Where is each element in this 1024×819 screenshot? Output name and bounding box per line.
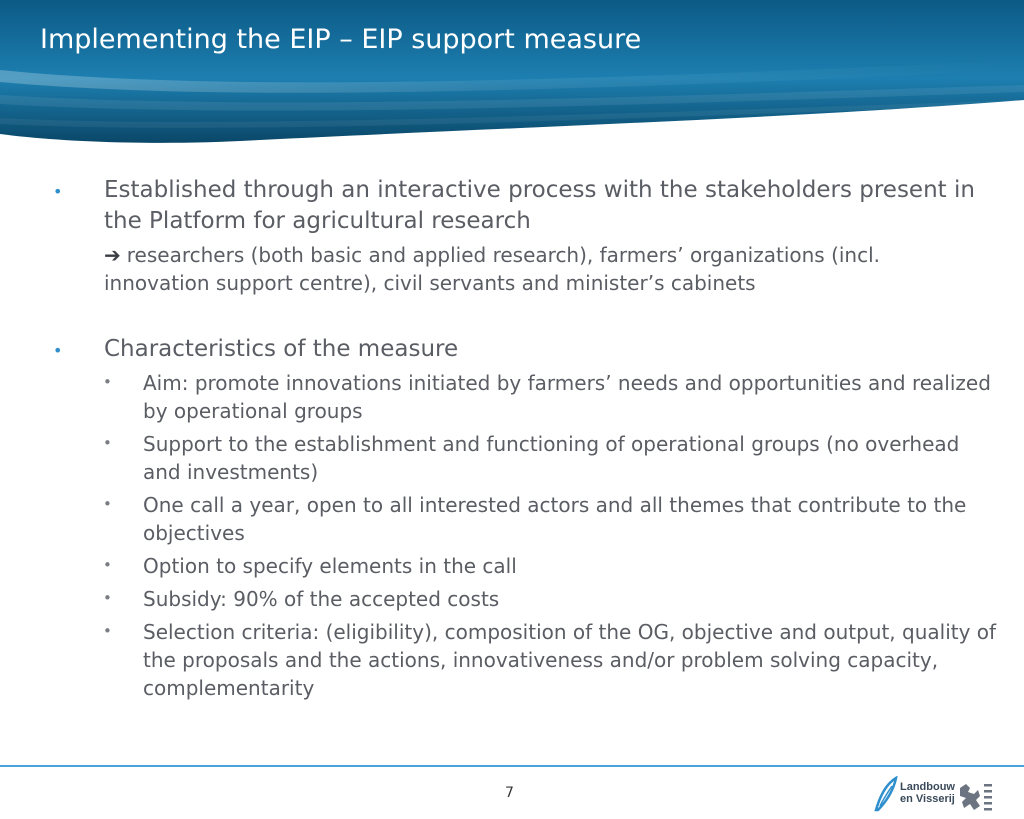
sub-bullet-marker: •	[103, 589, 112, 607]
bullet-marker: •	[53, 341, 63, 360]
list-item: Subsidy: 90% of the accepted costs	[143, 587, 500, 611]
bullet-marker: •	[53, 182, 63, 201]
stakeholder-detail-text: researchers (both basic and applied research), farmers’ organizations (incl. innovation support centre), civil servants and minister’s cabinets	[104, 243, 881, 295]
sub-bullet-marker: •	[103, 556, 112, 574]
bullet-established: Established through an interactive process with the stakeholders present in the Platform for agricultural research	[104, 177, 975, 234]
bullet-characteristics: Characteristics of the measure	[104, 336, 459, 362]
footer-divider	[0, 765, 1024, 767]
title-banner	[0, 0, 1024, 150]
arrow-right-icon: ➔	[104, 243, 121, 267]
list-item: Option to specify elements in the call	[143, 554, 517, 578]
page-number: 7	[505, 785, 514, 801]
logo-wordmark	[900, 781, 955, 805]
sub-bullet-marker: •	[103, 495, 112, 513]
sub-bullet-marker: •	[103, 434, 112, 452]
page-title: Implementing the EIP – EIP support measure	[40, 24, 642, 55]
sub-bullet-marker: •	[103, 373, 112, 391]
sub-bullet-marker: •	[103, 622, 112, 640]
list-item: Support to the establishment and functioning of operational groups (no overhead and investments)	[143, 432, 960, 484]
logo-line-2: en Visserij	[900, 793, 955, 805]
stakeholder-detail	[104, 241, 974, 297]
lion-emblem-icon	[960, 784, 992, 811]
list-item: Aim: promote innovations initiated by farmers’ needs and opportunities and realized by operational groups	[143, 371, 991, 423]
list-item: One call a year, open to all interested actors and all themes that contribute to the objectives	[143, 493, 967, 545]
list-item: Selection criteria: (eligibility), composition of the OG, objective and output, quality of the proposals and the actions, innovativeness and/or problem solving capacity, complementarity	[143, 620, 997, 700]
logo-line-1: Landbouw	[900, 781, 955, 793]
